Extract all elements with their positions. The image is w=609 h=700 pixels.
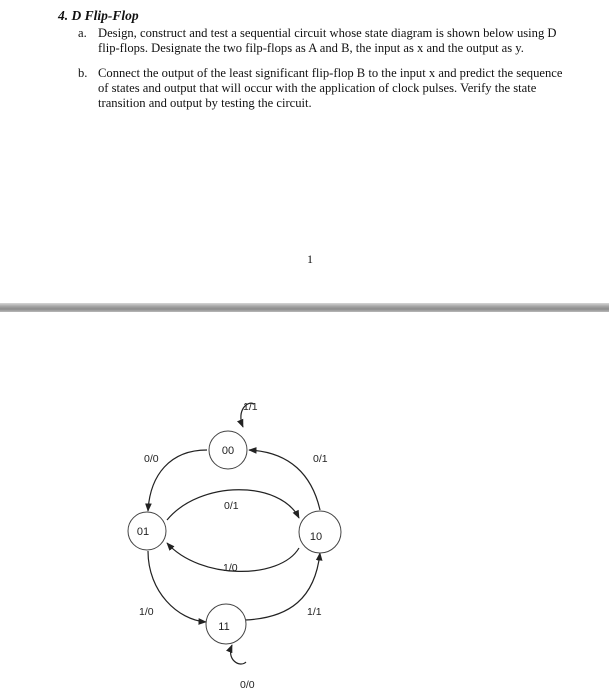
state-11 (206, 604, 246, 644)
part-a-marker: a. (78, 26, 87, 40)
state-00 (209, 431, 247, 469)
label-11-self: 0/0 (240, 679, 255, 691)
page-divider (0, 303, 609, 312)
part-a-text: Design, construct and test a sequential circuit whose state diagram is shown below using D flip-flops. Designate the two filp-flops as A and B, the input as x and the output as y. (98, 26, 557, 55)
state-diagram (0, 312, 609, 700)
state-00-label: 00 (221, 445, 235, 457)
question-heading: 4. D Flip-Flop (58, 8, 139, 23)
transition-10-to-00 (249, 450, 320, 510)
transition-11-self (231, 645, 246, 664)
part-b-marker: b. (78, 66, 88, 80)
label-10-to-00: 0/1 (313, 453, 328, 465)
page-number: 1 (307, 252, 313, 266)
state-10 (299, 511, 341, 553)
label-00-self: 1/1 (243, 401, 258, 413)
label-00-to-01: 0/0 (144, 453, 159, 465)
state-10-label: 10 (309, 531, 323, 543)
label-11-to-10: 1/1 (307, 606, 322, 618)
label-10-to-01: 1/0 (223, 562, 238, 574)
state-01-label: 01 (136, 526, 150, 538)
label-01-to-10: 0/1 (224, 500, 239, 512)
state-11-label: 11 (218, 621, 230, 633)
label-01-to-11: 1/0 (139, 606, 154, 618)
question-part-b (78, 66, 564, 126)
part-b-text: Connect the output of the least significant flip-flop B to the input x and predict the sequence of states and output that will occur with the application of clock pulses. Verify the state transition and output by testing the circuit. (98, 66, 563, 110)
state-01 (128, 512, 166, 550)
transition-01-to-11 (148, 551, 206, 622)
